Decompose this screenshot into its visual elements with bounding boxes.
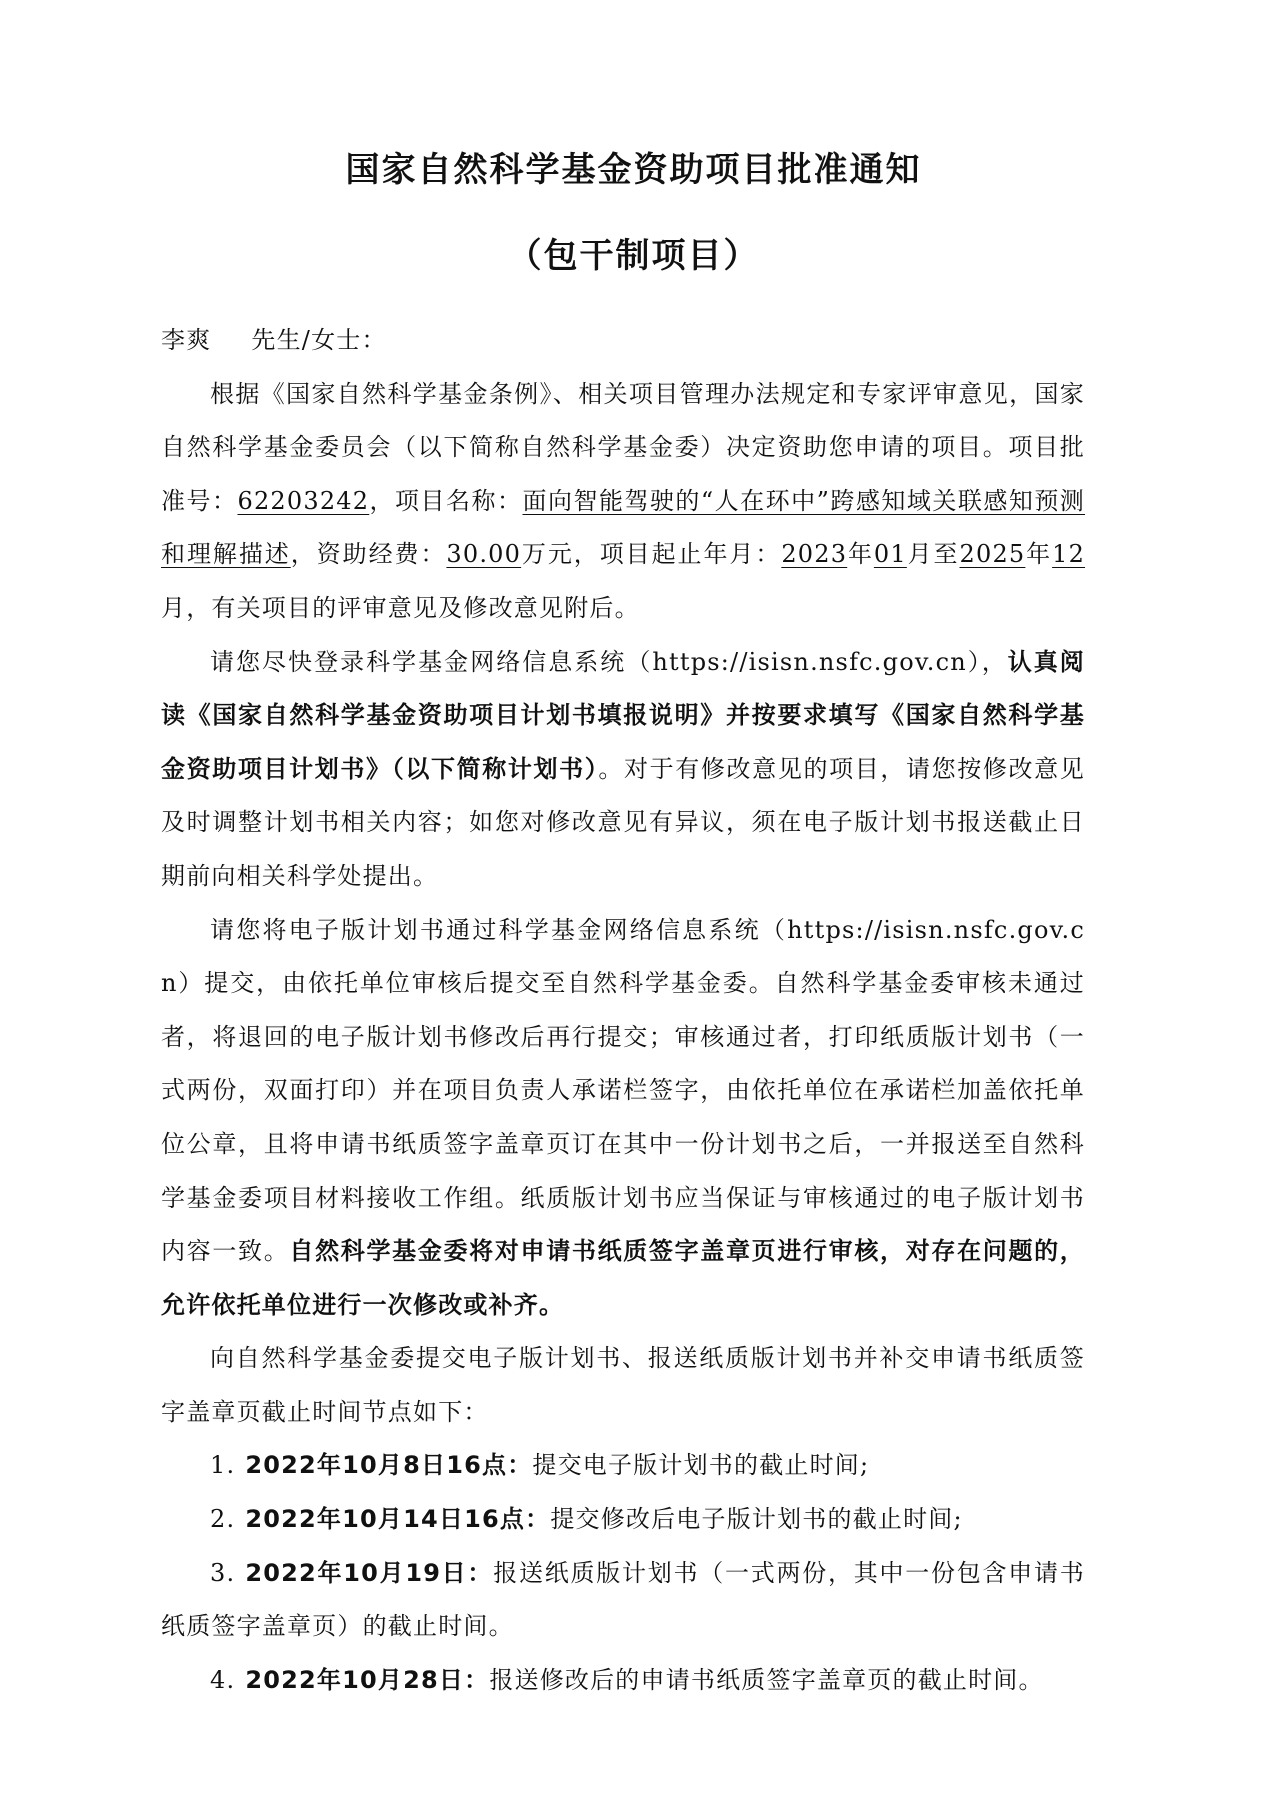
bold-review-note: 自然科学基金委将对申请书纸质签字盖章页进行审核，对存在问题的，允许依托单位进行一次修改或补齐。	[161, 1237, 1086, 1319]
start-year: 2023	[781, 540, 848, 569]
end-year: 2025	[959, 540, 1026, 569]
paragraph-submission: 请您将电子版计划书通过科学基金网络信息系统（https://isisn.nsfc.gov.cn）提交，由依托单位审核后提交至自然科学基金委。自然科学基金委审核未通过者，将退回的电子版计划书修改后再行提交；审核通过者，打印纸质版计划书（一式两份，双面打印）并在项目负责人承诺栏签字，由依托单位在承诺栏加盖依托单位公章，且将申请书纸质签字盖章页订在其中一份计划书之后，一并报送至自然科学基金委项目材料接收工作组。纸质版计划书应当保证与审核通过的电子版计划书内容一致。自然科学基金委将对申请书纸质签字盖章页进行审核，对存在问题的，允许依托单位进行一次修改或补齐。	[161, 915, 1086, 1319]
deadline-date: 2022年10月28日：	[245, 1665, 490, 1694]
bold-instruction: 认真阅读《国家自然科学基金资助项目计划书填报说明》并按要求填写《国家自然科学基金资助项目计划书》（以下简称计划书）	[161, 647, 1085, 783]
paragraph-approval: 根据《国家自然科学基金条例》、相关项目管理办法规定和专家评审意见，国家自然科学基金委员会（以下简称自然科学基金委）决定资助您申请的项目。项目批准号：62203242，项目名称：面向智能驾驶的“人在环中”跨感知域关联感知预测和理解描述，资助经费：30.00万元，项目起止年月：2023年01月至2025年12月，有关项目的评审意见及修改意见附后。	[161, 379, 1086, 622]
notice-body	[161, 314, 1085, 1707]
page-title: 国家自然科学基金资助项目批准通知	[345, 150, 922, 190]
funding-amount: 30.00	[446, 540, 522, 569]
end-month: 12	[1052, 540, 1086, 569]
salutation	[161, 314, 1085, 368]
deadline-date: 2022年10月8日16点：	[245, 1451, 533, 1480]
deadline-item: 4. 2022年10月28日：报送修改后的申请书纸质签字盖章页的截止时间。	[210, 1665, 1044, 1694]
paragraph-deadlines-intro: 向自然科学基金委提交电子版计划书、报送纸质版计划书并补交申请书纸质签字盖章页截止时间节点如下：	[161, 1344, 1085, 1426]
deadline-date: 2022年10月19日：	[245, 1558, 494, 1587]
page-subtitle: （包干制项目）	[507, 236, 760, 276]
start-month: 01	[873, 540, 907, 569]
deadline-item: 1. 2022年10月8日16点：提交电子版计划书的截止时间;	[210, 1451, 870, 1480]
approval-number: 62203242	[237, 486, 370, 515]
paragraph-login: 请您尽快登录科学基金网络信息系统（https://isisn.nsfc.gov.cn），认真阅读《国家自然科学基金资助项目计划书填报说明》并按要求填写《国家自然科学基金资助项目计划书》（以下简称计划书）。对于有修改意见的项目，请您按修改意见及时调整计划书相关内容；如您对修改意见有异议，须在电子版计划书报送截止日期前向相关科学处提出。	[161, 647, 1085, 890]
deadline-item: 2. 2022年10月14日16点：提交修改后电子版计划书的截止时间;	[210, 1505, 963, 1534]
deadline-item: 3. 2022年10月19日：报送纸质版计划书（一式两份，其中一份包含申请书纸质签字盖章页）的截止时间。	[161, 1558, 1085, 1641]
project-name: 面向智能驾驶的“人在环中”跨感知域关联感知预测和理解描述	[161, 486, 1086, 569]
recipient-honorific: 先生/女士：	[251, 326, 387, 354]
recipient-name: 李爽	[161, 326, 212, 354]
deadline-date: 2022年10月14日16点：	[245, 1505, 551, 1534]
